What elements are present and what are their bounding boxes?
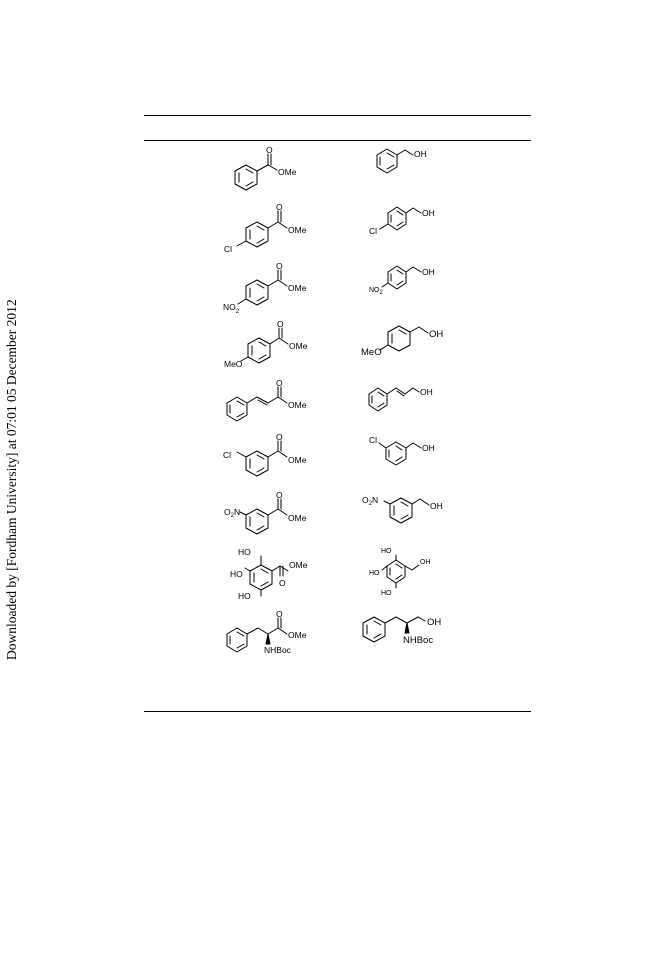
ester-2-carbonyl-o: O [276, 202, 283, 212]
ester-structure-8 [230, 547, 308, 601]
svg-text:NO2 [223, 302, 240, 315]
ester-1-ome: OMe [278, 167, 297, 177]
alcohol-8-oh: OH [420, 559, 431, 566]
ester-6-ome: OMe [288, 455, 307, 465]
ester-7-substituent-tail: N [233, 507, 241, 517]
ester-4-ome: OMe [289, 341, 308, 351]
alcohol-9-oh: OH [427, 617, 442, 628]
svg-text:NO2 [369, 287, 384, 296]
alcohol-3-substituent-sub: 2 [379, 290, 383, 296]
alcohol-structure-6 [369, 435, 435, 465]
alcohol-structure-7 [362, 495, 443, 523]
ester-structure-5 [227, 378, 307, 421]
ester-structure-4 [224, 319, 308, 369]
ester-2-ome: OMe [288, 225, 307, 235]
ester-structure-9 [227, 609, 307, 655]
alcohol-structure-5 [369, 387, 433, 411]
ester-structure-1 [235, 145, 297, 190]
alcohol-7-oh: OH [430, 501, 443, 511]
alcohol-8-oh-a: HO [381, 548, 392, 555]
ester-7-substituent: O [224, 507, 231, 517]
ester-3-substituent: NO [223, 302, 236, 312]
ester-3-carbonyl-o: O [276, 261, 283, 271]
ester-6-substituent: Cl [223, 450, 232, 460]
ester-8-carbonyl-o: O [279, 578, 286, 588]
alcohol-structure-1 [377, 149, 427, 173]
ester-structure-3 [223, 261, 307, 315]
alcohol-4-substituent: MeO [361, 347, 382, 358]
alcohol-3-substituent: NO [369, 287, 380, 294]
download-note: Downloaded by [Fordham University] at 07:01 05 December 2012 [4, 299, 19, 660]
ester-8-oh-a: HO [238, 547, 251, 557]
ester-6-carbonyl-o: O [276, 432, 283, 442]
ester-7-ome: OMe [288, 513, 307, 523]
ester-7-substituent-sub: 2 [230, 513, 234, 519]
alcohol-1-oh: OH [414, 149, 427, 159]
ester-8-ome: OMe [289, 560, 308, 570]
alcohol-7-substituent-tail: N [371, 495, 379, 505]
ester-5-carbonyl-o: O [276, 378, 283, 388]
ester-1-carbonyl-o: O [266, 145, 273, 155]
alcohol-7-substituent: O [362, 495, 369, 505]
ester-4-carbonyl-o: O [277, 319, 284, 329]
ester-3-ome: OMe [288, 283, 307, 293]
ester-8-oh-b: HO [230, 569, 243, 579]
alcohol-structure-8 [369, 548, 431, 597]
alcohol-2-oh: OH [422, 208, 435, 218]
ester-7-carbonyl-o: O [276, 490, 283, 500]
ester-structure-7 [224, 490, 307, 534]
ester-3-substituent-sub: 2 [235, 309, 240, 315]
ester-structure-6 [223, 432, 307, 476]
alcohol-6-oh: OH [422, 443, 435, 453]
ester-4-substituent: MeO [224, 359, 243, 369]
alcohol-5-oh: OH [420, 387, 433, 397]
svg-text:O2N [362, 495, 378, 507]
alcohol-6-substituent: Cl [369, 435, 378, 445]
alcohol-3-oh: OH [422, 267, 435, 277]
alcohol-9-nhboc: NHBoc [403, 635, 434, 646]
alcohol-structure-4 [361, 326, 443, 358]
alcohol-8-oh-c: HO [381, 590, 392, 597]
alcohol-2-substituent: Cl [369, 226, 378, 236]
alcohol-4-oh: OH [429, 329, 444, 340]
ester-8-oh-c: HO [238, 591, 251, 601]
alcohol-structure-9 [363, 617, 441, 646]
ester-9-ome: OMe [288, 630, 307, 640]
svg-text:O2N [224, 507, 240, 519]
ester-9-nhboc: NHBoc [264, 645, 291, 655]
alcohol-structure-3 [369, 266, 435, 296]
ester-5-ome: OMe [288, 400, 307, 410]
ester-2-substituent: Cl [224, 244, 233, 254]
alcohol-structure-2 [369, 207, 435, 236]
alcohol-8-oh-b: HO [369, 570, 380, 577]
alcohol-7-substituent-sub: 2 [368, 501, 372, 507]
ester-9-carbonyl-o: O [276, 609, 283, 619]
ester-structure-2 [224, 202, 307, 254]
